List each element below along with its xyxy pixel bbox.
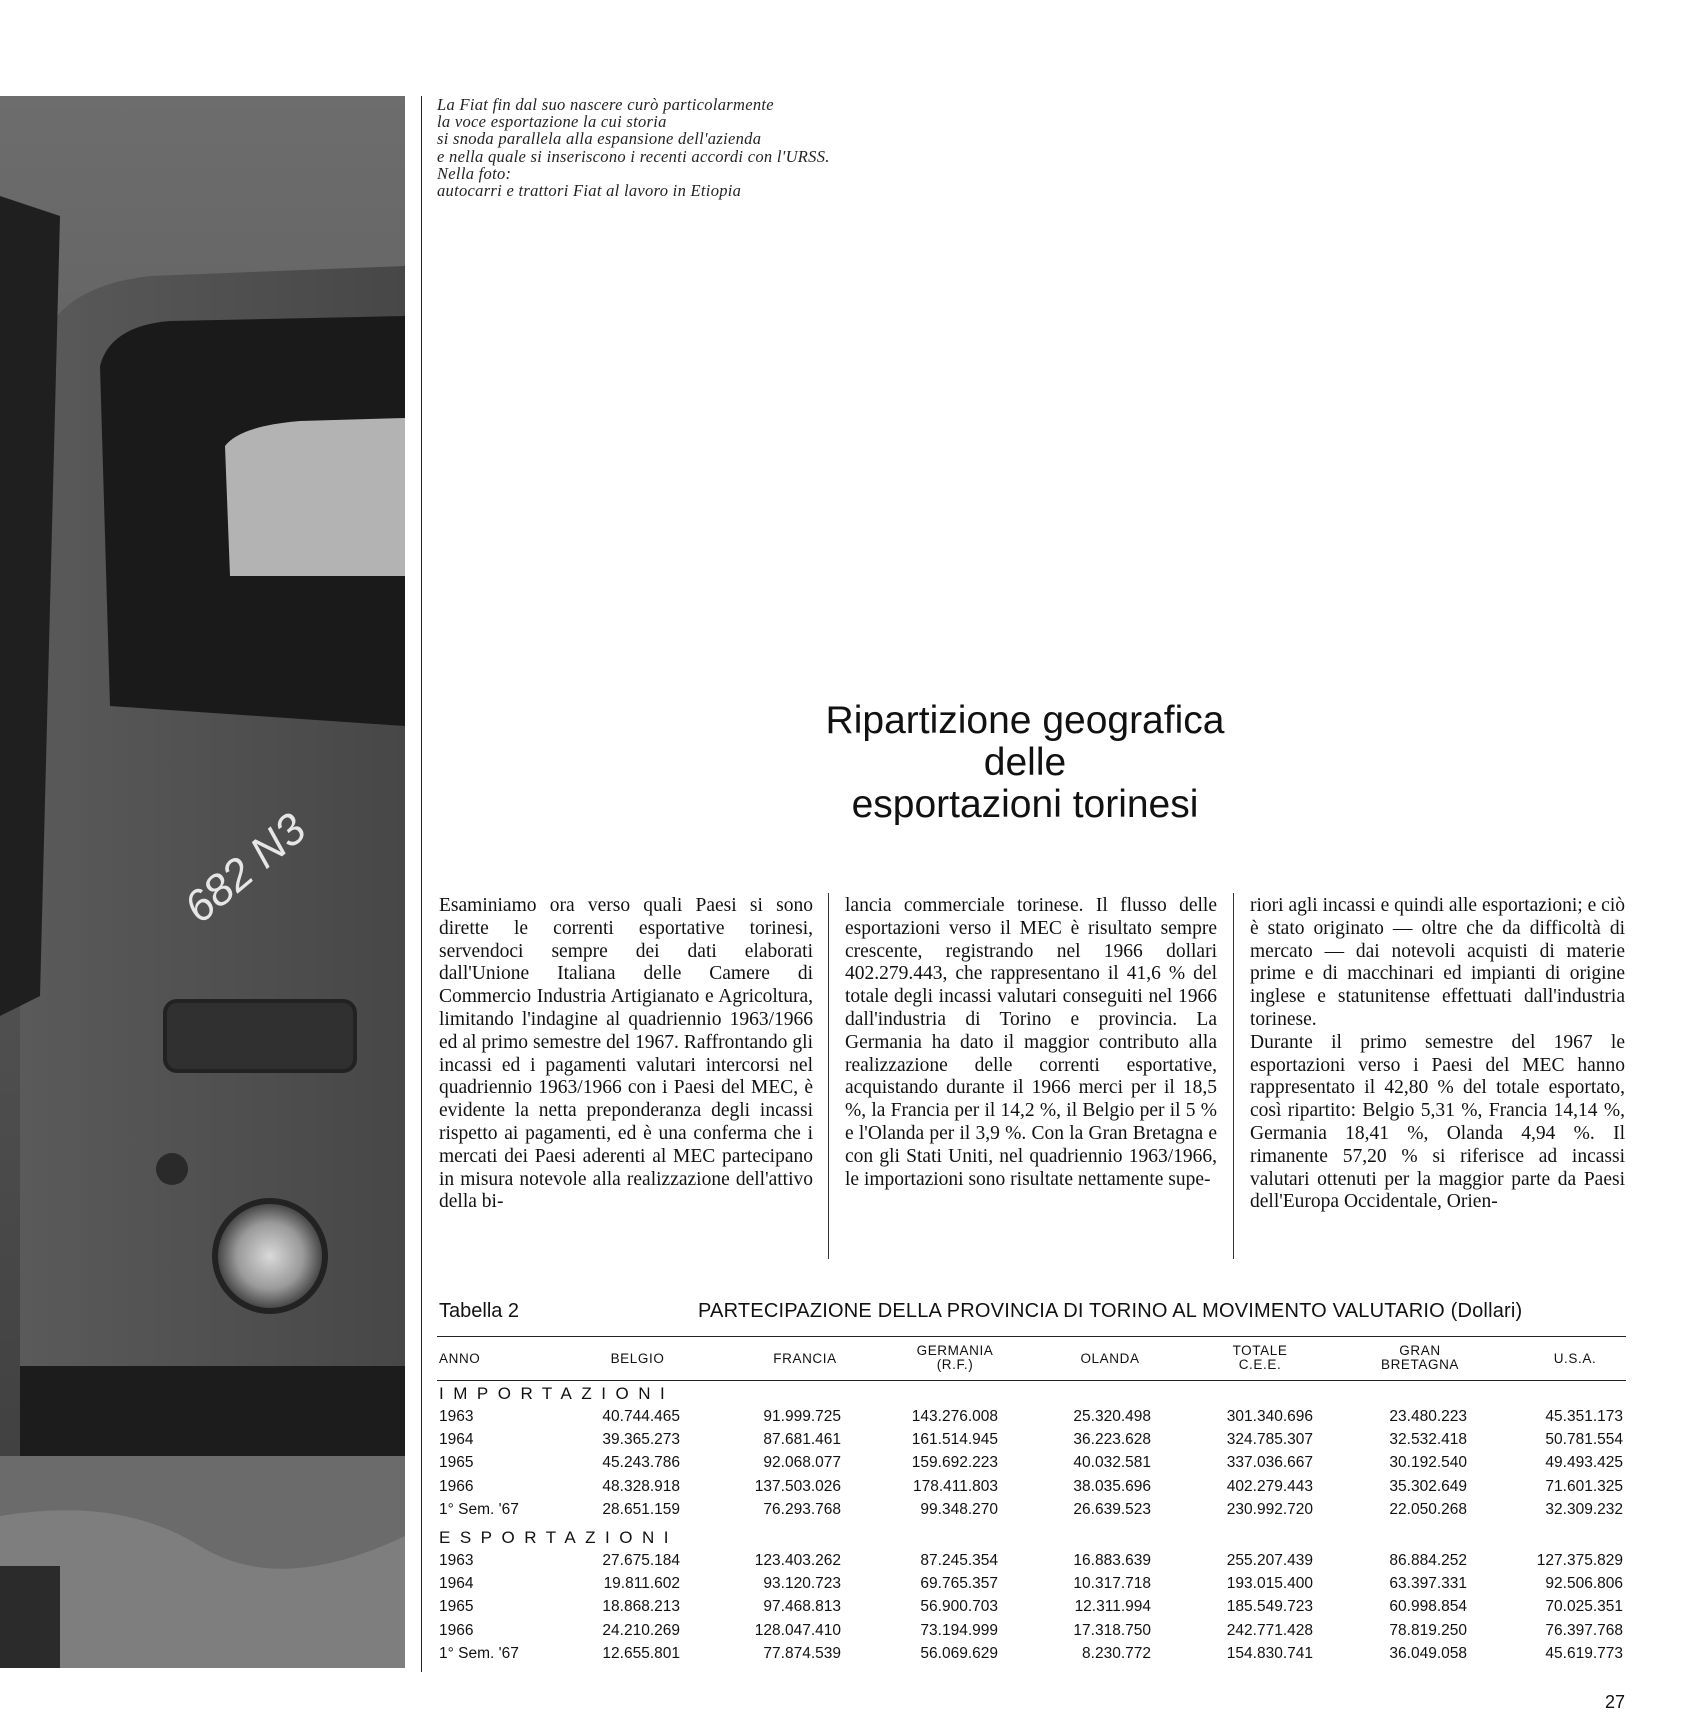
header-gran-line2: BRETAGNA xyxy=(1380,1357,1460,1372)
cell-belgio: 12.655.801 xyxy=(602,1644,680,1662)
cell-gran-bretagna: 23.480.223 xyxy=(1389,1408,1467,1425)
cell-germania: 159.692.223 xyxy=(911,1454,998,1472)
title-line: esportazioni torinesi xyxy=(851,783,1199,826)
cell-germania: 161.514.945 xyxy=(911,1431,998,1449)
paragraph: riori agli incassi e quindi alle esportazioni; e ciò è stato originato — oltre che da difficoltà di mercato — dai notevoli acquisti di materie prime e di macchinari ed impianti di origine inglese e statunitense effettuati dall'industria torinese. xyxy=(1250,895,1625,1030)
cell-totale-cee: 337.036.667 xyxy=(1226,1454,1313,1472)
cell-francia: 97.468.813 xyxy=(763,1598,841,1616)
paragraph: Durante il primo semestre del 1967 le esportazioni verso i Paesi del MEC hanno rappresentato il 42,80 % del totale esportato, così ripartito: Belgio 5,31 %, Francia 14,14 %, Germania 18,41 %, Olanda 4,94 %. Il rimanente 57,20 % si riferisce ad incassi valutari ottenuti per la maggior parte da Paesi dell'Europa Occidentale, Orien- xyxy=(1250,1031,1625,1213)
header-gran-line1: GRAN xyxy=(1399,1343,1441,1358)
header-germania xyxy=(900,1344,1010,1372)
table-row xyxy=(0,1552,1683,1575)
header-totale xyxy=(1210,1344,1310,1372)
cell-olanda: 36.223.628 xyxy=(1073,1431,1151,1449)
cell-francia: 92.068.077 xyxy=(763,1454,841,1472)
table-label: Tabella 2 xyxy=(439,1300,520,1322)
caption-line: e nella quale si inseriscono i recenti accordi con l'URSS. xyxy=(437,146,830,166)
table-row xyxy=(0,1454,1683,1477)
paragraph: Esaminiamo ora verso quali Paesi si sono dirette le correnti esportative torinesi, servendoci sempre dei dati elaborati dall'Unione Italiana delle Camere di Commercio Industria Artigianato e Agricoltura, limitando l'indagine al quadriennio 1963/1966 ed al primo semestre del 1967. Raffrontando gli incassi ed i pagamenti valutari intercorsi nel quadriennio 1963/1966 con i Paesi del MEC, è evidente la netta preponderanza degli incassi rispetto ai pagamenti, ed è una conferma che i mercati dei Paesi aderenti al MEC partecipano in misura notevole alla realizzazione dell'attivo della bi- xyxy=(439,895,813,1213)
cell-francia: 123.403.262 xyxy=(754,1552,841,1569)
cell-olanda: 17.318.750 xyxy=(1073,1621,1151,1639)
cell-belgio: 40.744.465 xyxy=(602,1408,680,1425)
cell-francia: 137.503.026 xyxy=(754,1477,841,1495)
cell-year: 1° Sem. '67 xyxy=(439,1500,519,1518)
header-gran-bretagna xyxy=(1365,1344,1475,1372)
cell-germania: 99.348.270 xyxy=(920,1500,998,1518)
cell-francia: 76.293.768 xyxy=(763,1500,841,1518)
cell-usa: 127.375.829 xyxy=(1536,1552,1623,1569)
cell-belgio: 18.868.213 xyxy=(602,1598,680,1616)
cell-belgio: 27.675.184 xyxy=(602,1552,680,1569)
header-olanda: OLANDA xyxy=(1080,1351,1140,1366)
cell-francia: 87.681.461 xyxy=(763,1431,841,1449)
column-separator xyxy=(828,893,829,1259)
cell-year: 1965 xyxy=(439,1598,474,1616)
cell-usa: 45.351.173 xyxy=(1545,1408,1623,1425)
header-germania-line2: (R.F.) xyxy=(936,1357,974,1372)
cell-totale-cee: 230.992.720 xyxy=(1226,1500,1313,1518)
cell-olanda: 25.320.498 xyxy=(1073,1408,1151,1425)
cell-usa: 76.397.768 xyxy=(1545,1621,1623,1639)
cell-totale-cee: 301.340.696 xyxy=(1226,1408,1313,1425)
cell-olanda: 8.230.772 xyxy=(1082,1644,1151,1662)
caption-line: autocarri e trattori Fiat al lavoro in Etiopia xyxy=(437,181,742,201)
cell-olanda: 40.032.581 xyxy=(1073,1454,1151,1472)
cell-germania: 56.900.703 xyxy=(920,1598,998,1616)
cell-year: 1963 xyxy=(439,1408,474,1425)
header-usa: U.S.A. xyxy=(1553,1351,1597,1366)
header-anno: ANNO xyxy=(439,1351,481,1366)
cell-gran-bretagna: 78.819.250 xyxy=(1389,1621,1467,1639)
title-line: delle xyxy=(983,741,1067,784)
cell-olanda: 12.311.994 xyxy=(1074,1598,1151,1616)
cell-belgio: 45.243.786 xyxy=(602,1454,680,1472)
cell-totale-cee: 193.015.400 xyxy=(1226,1575,1313,1593)
cell-gran-bretagna: 36.049.058 xyxy=(1389,1644,1467,1662)
article-title xyxy=(790,700,1260,826)
table-row xyxy=(0,1478,1683,1501)
cell-gran-bretagna: 32.532.418 xyxy=(1389,1431,1467,1449)
cell-year: 1° Sem. '67 xyxy=(439,1644,519,1662)
body-column-3 xyxy=(1250,895,1625,1260)
header-germania-line1: GERMANIA xyxy=(916,1343,994,1358)
cell-germania: 73.194.999 xyxy=(920,1621,998,1639)
cell-belgio: 48.328.918 xyxy=(602,1477,680,1495)
table-row xyxy=(0,1575,1683,1598)
cell-germania: 56.069.629 xyxy=(920,1644,998,1662)
cell-gran-bretagna: 60.998.854 xyxy=(1389,1598,1467,1616)
header-totale-line1: TOTALE xyxy=(1232,1343,1288,1358)
cell-usa: 45.619.773 xyxy=(1545,1644,1623,1662)
cell-germania: 143.276.008 xyxy=(911,1408,998,1425)
body-column-2 xyxy=(845,895,1217,1260)
header-belgio: BELGIO xyxy=(610,1351,665,1366)
table-row xyxy=(0,1501,1683,1524)
cell-usa: 50.781.554 xyxy=(1545,1431,1623,1449)
caption-line: la voce esportazione la cui storia xyxy=(437,112,667,132)
page-number: 27 xyxy=(1605,1692,1626,1712)
cell-totale-cee: 154.830.741 xyxy=(1226,1644,1313,1662)
cell-usa: 71.601.325 xyxy=(1545,1477,1623,1495)
section-esportazioni: ESPORTAZIONI xyxy=(439,1528,679,1547)
cell-totale-cee: 402.279.443 xyxy=(1226,1477,1313,1495)
cell-totale-cee: 255.207.439 xyxy=(1226,1552,1313,1569)
truck-plate: 682 N3 xyxy=(175,803,316,933)
cell-belgio: 39.365.273 xyxy=(602,1431,680,1449)
cell-gran-bretagna: 22.050.268 xyxy=(1389,1500,1467,1518)
cell-olanda: 26.639.523 xyxy=(1073,1500,1151,1518)
caption-line: si snoda parallela alla espansione dell'azienda xyxy=(437,129,762,149)
cell-year: 1964 xyxy=(439,1431,474,1449)
cell-francia: 77.874.539 xyxy=(763,1644,841,1662)
cell-year: 1966 xyxy=(439,1621,474,1639)
cell-francia: 91.999.725 xyxy=(763,1408,841,1425)
table-rule-top xyxy=(437,1336,1626,1337)
caption-line: La Fiat fin dal suo nascere curò particolarmente xyxy=(437,95,774,114)
cell-usa: 70.025.351 xyxy=(1545,1598,1623,1616)
cell-gran-bretagna: 63.397.331 xyxy=(1389,1575,1467,1593)
cell-year: 1963 xyxy=(439,1552,474,1569)
cell-gran-bretagna: 86.884.252 xyxy=(1389,1552,1467,1569)
cell-francia: 93.120.723 xyxy=(763,1575,841,1593)
cell-usa: 49.493.425 xyxy=(1545,1454,1623,1472)
cell-olanda: 10.317.718 xyxy=(1073,1575,1151,1593)
cell-germania: 87.245.354 xyxy=(920,1552,998,1569)
cell-usa: 32.309.232 xyxy=(1545,1500,1623,1518)
table-row xyxy=(0,1408,1683,1431)
table-row xyxy=(0,1645,1683,1668)
cell-olanda: 38.035.696 xyxy=(1073,1477,1151,1495)
paragraph: lancia commerciale torinese. Il flusso delle esportazioni verso il MEC è risultato sempre crescente, registrando nel 1966 dollari 402.279.443, che rappresentano il 41,6 % del totale degli incassi valutari conseguiti nel 1966 dall'industria di Torino e provincia. La Germania ha dato il maggior contributo alla realizzazione delle correnti esportative, acquistando durante il 1966 merci per il 18,5 %, la Francia per il 14,2 %, il Belgio per il 5 % e l'Olanda per il 3,9 %. Con la Gran Bretagna e con gli Stati Uniti, nel quadriennio 1963/1966, le importazioni sono risultate nettamente supe- xyxy=(845,895,1217,1190)
photo-caption xyxy=(437,96,957,199)
cell-year: 1966 xyxy=(439,1477,474,1495)
cell-gran-bretagna: 30.192.540 xyxy=(1389,1454,1467,1472)
header-francia: FRANCIA xyxy=(773,1351,837,1366)
cell-belgio: 19.811.602 xyxy=(603,1575,680,1593)
cell-year: 1965 xyxy=(439,1454,474,1472)
cell-usa: 92.506.806 xyxy=(1545,1575,1623,1593)
cell-year: 1964 xyxy=(439,1575,474,1593)
table-row xyxy=(0,1598,1683,1621)
cell-totale-cee: 185.549.723 xyxy=(1226,1598,1313,1616)
table-title: PARTECIPAZIONE DELLA PROVINCIA DI TORINO AL MOVIMENTO VALUTARIO (Dollari) xyxy=(698,1300,1523,1322)
title-line: Ripartizione geografica xyxy=(825,699,1225,742)
cell-germania: 178.411.803 xyxy=(912,1477,998,1495)
cell-germania: 69.765.357 xyxy=(920,1575,998,1593)
column-separator xyxy=(1233,893,1234,1259)
body-column-1 xyxy=(439,895,813,1260)
section-importazioni: IMPORTAZIONI xyxy=(439,1384,675,1403)
header-totale-line2: C.E.E. xyxy=(1238,1357,1282,1372)
caption-line: Nella foto: xyxy=(437,163,512,183)
table-rule-header xyxy=(437,1380,1626,1381)
cell-belgio: 28.651.159 xyxy=(602,1500,680,1518)
cell-totale-cee: 242.771.428 xyxy=(1226,1621,1313,1639)
cell-belgio: 24.210.269 xyxy=(602,1621,680,1639)
cell-totale-cee: 324.785.307 xyxy=(1226,1431,1313,1449)
cell-gran-bretagna: 35.302.649 xyxy=(1389,1477,1467,1495)
table-row xyxy=(0,1622,1683,1645)
cell-olanda: 16.883.639 xyxy=(1073,1552,1151,1569)
table-row xyxy=(0,1431,1683,1454)
cell-francia: 128.047.410 xyxy=(754,1621,841,1639)
